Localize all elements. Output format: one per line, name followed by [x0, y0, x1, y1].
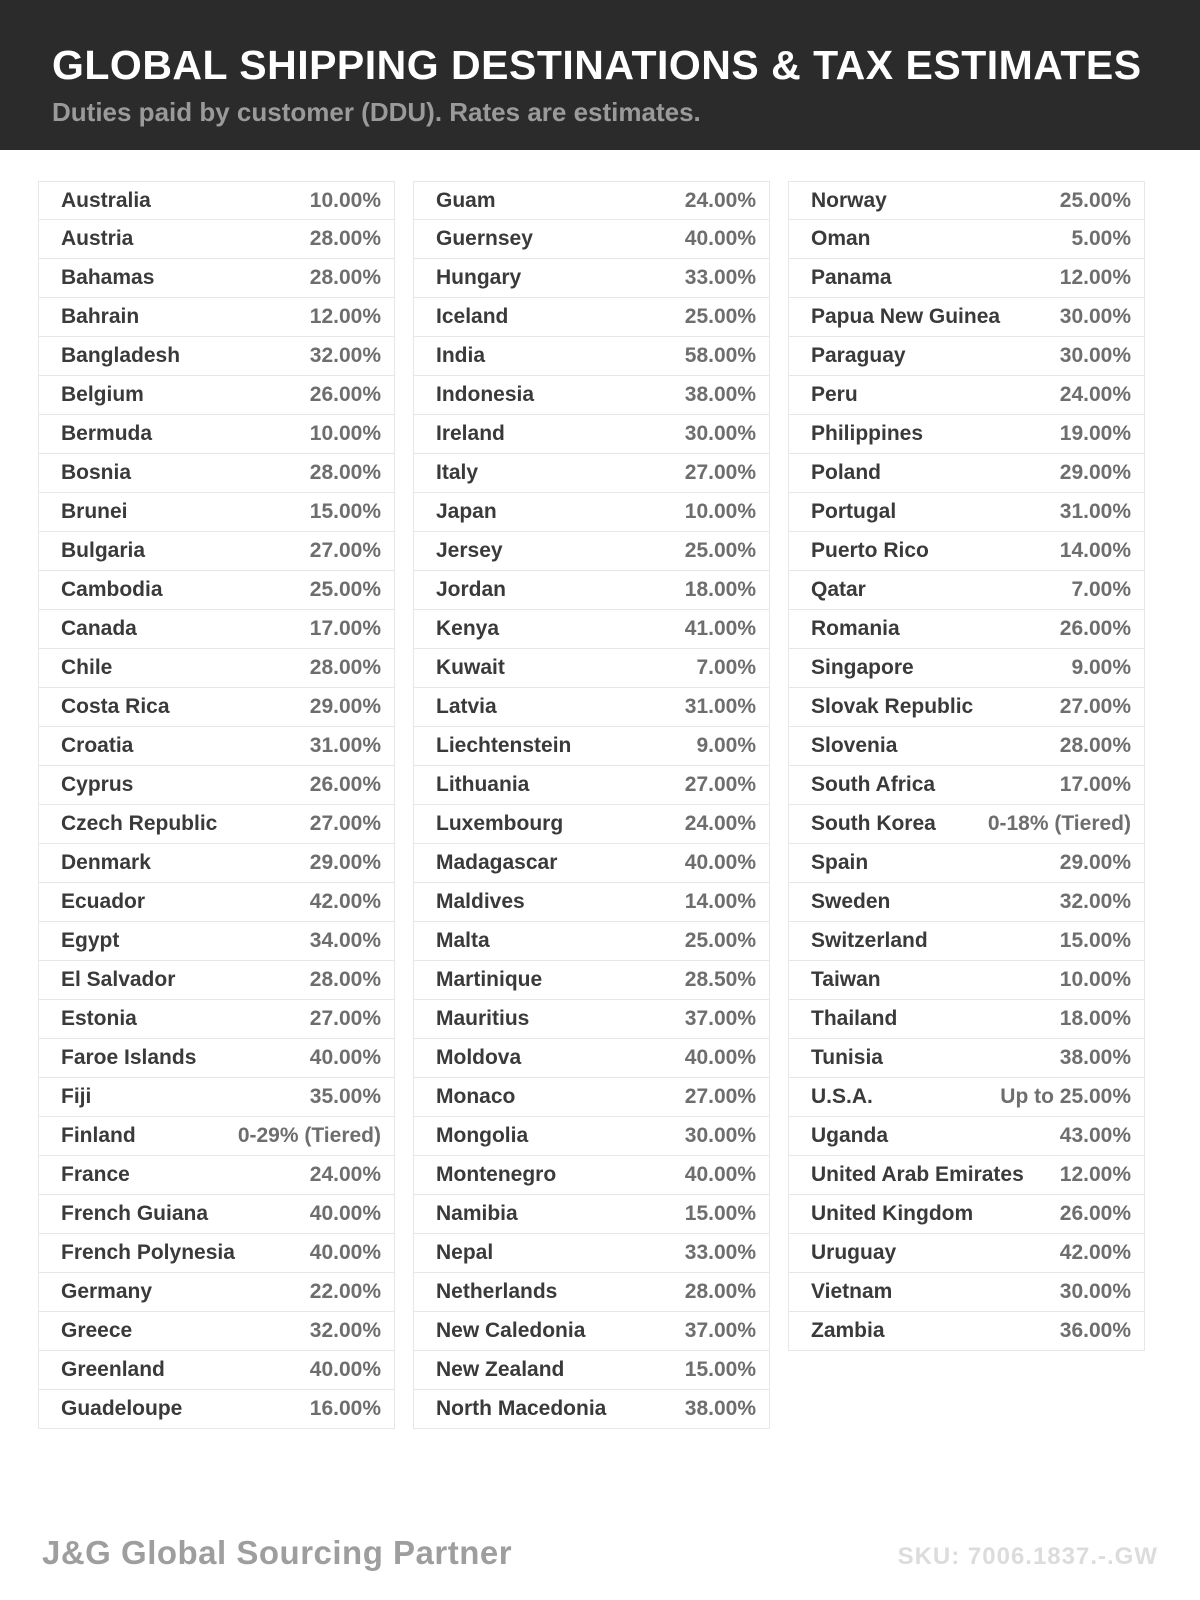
table-row	[38, 493, 395, 532]
table-row	[38, 805, 395, 844]
table-row	[413, 688, 770, 727]
country-name: Australia	[61, 188, 151, 212]
country-name: Spain	[811, 851, 869, 874]
country-name: New Caledonia	[436, 1319, 586, 1342]
tax-rate: 58.00%	[684, 344, 756, 367]
table-row	[413, 220, 770, 259]
table-row	[788, 1117, 1145, 1156]
country-name: Croatia	[61, 734, 134, 757]
table-row	[38, 961, 395, 1000]
table-row	[788, 883, 1145, 922]
brand-name: J&G Global Sourcing Partner	[42, 1534, 513, 1571]
country-name: Norway	[811, 188, 887, 212]
country-name: South Korea	[811, 812, 936, 835]
table-row	[788, 961, 1145, 1000]
tax-rate: Up to 25.00%	[1000, 1085, 1131, 1108]
table-row	[788, 337, 1145, 376]
country-name: South Africa	[811, 773, 936, 796]
tax-rate: 40.00%	[684, 851, 756, 874]
country-name: Belgium	[61, 383, 144, 406]
table-row	[413, 415, 770, 454]
sku-label: SKU: 7006.1837.-.GW	[897, 1543, 1158, 1570]
tax-rate: 15.00%	[309, 500, 381, 523]
tax-rate: 28.00%	[309, 266, 381, 289]
table-row	[38, 1156, 395, 1195]
country-name: India	[436, 344, 486, 367]
tax-rate: 28.00%	[309, 656, 381, 679]
country-name: Ireland	[436, 422, 505, 445]
country-name: Moldova	[436, 1046, 522, 1069]
table-row	[38, 571, 395, 610]
country-name: Paraguay	[811, 344, 906, 367]
table-row	[38, 532, 395, 571]
tax-rate: 18.00%	[1059, 1007, 1131, 1030]
tax-rate: 37.00%	[684, 1007, 756, 1030]
country-name: Madagascar	[436, 851, 558, 874]
tax-rate: 31.00%	[684, 695, 756, 718]
table-row	[38, 1312, 395, 1351]
table-row	[413, 1351, 770, 1390]
table-row	[413, 259, 770, 298]
table-row	[788, 1000, 1145, 1039]
tax-rate: 17.00%	[309, 617, 381, 640]
tax-rate: 25.00%	[684, 539, 756, 562]
tax-rate: 10.00%	[309, 188, 381, 212]
table-row	[38, 1273, 395, 1312]
tax-rate: 28.00%	[309, 461, 381, 484]
tax-rate: 9.00%	[696, 734, 756, 757]
country-name: United Kingdom	[811, 1202, 974, 1225]
table-row	[413, 1078, 770, 1117]
table-row	[788, 259, 1145, 298]
tax-rate: 26.00%	[309, 383, 381, 406]
country-name: Papua New Guinea	[811, 305, 1001, 328]
country-name: Iceland	[436, 305, 509, 328]
country-name: Bermuda	[61, 422, 153, 445]
table-row	[788, 688, 1145, 727]
table-row	[38, 415, 395, 454]
country-name: United Arab Emirates	[811, 1163, 1024, 1186]
table-row	[788, 1078, 1145, 1117]
tax-rate: 29.00%	[1059, 851, 1131, 874]
tax-rate: 27.00%	[309, 1007, 381, 1030]
table-row	[38, 1351, 395, 1390]
table-row	[413, 181, 770, 220]
table-row	[788, 922, 1145, 961]
table-row	[38, 1039, 395, 1078]
table-row	[413, 1156, 770, 1195]
table-row	[38, 766, 395, 805]
table-row	[38, 727, 395, 766]
country-name: El Salvador	[61, 968, 176, 991]
country-name: Latvia	[436, 695, 497, 718]
country-name: Netherlands	[436, 1280, 558, 1303]
country-name: Cyprus	[61, 773, 134, 796]
country-name: Guernsey	[436, 227, 533, 250]
country-name: French Guiana	[61, 1202, 209, 1225]
table-row	[413, 922, 770, 961]
country-name: Taiwan	[811, 968, 881, 991]
country-name: Bosnia	[61, 461, 132, 484]
tax-rate: 40.00%	[684, 1046, 756, 1069]
country-name: Jersey	[436, 539, 503, 562]
country-name: Greenland	[61, 1358, 165, 1381]
country-name: Mongolia	[436, 1124, 529, 1147]
page-footer	[0, 1534, 1200, 1572]
country-name: New Zealand	[436, 1358, 565, 1381]
country-name: Martinique	[436, 968, 543, 991]
table-row	[413, 883, 770, 922]
tax-rate: 25.00%	[684, 929, 756, 952]
country-name: Germany	[61, 1280, 153, 1303]
tax-rate: 26.00%	[1059, 617, 1131, 640]
tax-rate: 10.00%	[684, 500, 756, 523]
country-name: Peru	[811, 383, 858, 406]
table-row	[38, 1000, 395, 1039]
table-row	[413, 454, 770, 493]
rates-column-2	[413, 181, 770, 1429]
country-name: Zambia	[811, 1319, 885, 1342]
tax-rate: 14.00%	[684, 890, 756, 913]
country-name: Austria	[61, 227, 134, 250]
tax-rate: 27.00%	[684, 773, 756, 796]
country-name: Puerto Rico	[811, 539, 929, 562]
tax-rate: 14.00%	[1059, 539, 1131, 562]
country-name: Switzerland	[811, 929, 928, 952]
table-row	[788, 649, 1145, 688]
country-name: Bahamas	[61, 266, 155, 289]
table-row	[413, 961, 770, 1000]
table-row	[788, 532, 1145, 571]
tax-rate: 15.00%	[1059, 929, 1131, 952]
tax-rate: 12.00%	[1059, 1163, 1131, 1186]
tax-rate: 30.00%	[684, 1124, 756, 1147]
tax-rate: 28.00%	[309, 227, 381, 250]
table-row	[413, 1117, 770, 1156]
tax-rate: 27.00%	[684, 1085, 756, 1108]
tax-rate: 25.00%	[684, 305, 756, 328]
country-name: Vietnam	[811, 1280, 893, 1303]
table-row	[413, 1039, 770, 1078]
tax-rate: 29.00%	[309, 851, 381, 874]
table-row	[413, 1000, 770, 1039]
table-row	[38, 376, 395, 415]
tax-rate: 26.00%	[1059, 1202, 1131, 1225]
tax-rate: 40.00%	[309, 1046, 381, 1069]
table-row	[788, 493, 1145, 532]
table-row	[413, 493, 770, 532]
country-name: Faroe Islands	[61, 1046, 197, 1069]
country-name: Liechtenstein	[436, 734, 572, 757]
table-row	[788, 220, 1145, 259]
tax-rate: 28.00%	[1059, 734, 1131, 757]
table-row	[413, 571, 770, 610]
tax-rate: 27.00%	[684, 461, 756, 484]
tax-rate: 30.00%	[1059, 305, 1131, 328]
table-row	[413, 649, 770, 688]
tax-rate: 30.00%	[1059, 344, 1131, 367]
tax-rate: 32.00%	[1059, 890, 1131, 913]
country-name: Italy	[436, 461, 479, 484]
table-row	[413, 610, 770, 649]
table-row	[788, 610, 1145, 649]
country-name: Bahrain	[61, 305, 140, 328]
table-row	[38, 454, 395, 493]
country-name: Malta	[436, 929, 490, 952]
table-row	[788, 298, 1145, 337]
tax-rate: 33.00%	[684, 266, 756, 289]
tax-rate: 38.00%	[1059, 1046, 1131, 1069]
country-name: Kuwait	[436, 656, 505, 679]
rates-column-1	[38, 181, 395, 1429]
country-name: Kenya	[436, 617, 500, 640]
tax-rate: 41.00%	[684, 617, 756, 640]
country-name: Estonia	[61, 1007, 137, 1030]
country-name: Cambodia	[61, 578, 163, 601]
country-name: Panama	[811, 266, 892, 289]
country-name: Luxembourg	[436, 812, 564, 835]
table-row	[413, 1234, 770, 1273]
country-name: Romania	[811, 617, 900, 640]
tax-rate: 32.00%	[309, 1319, 381, 1342]
tax-rate: 29.00%	[309, 695, 381, 718]
country-name: North Macedonia	[436, 1397, 607, 1420]
page-header	[0, 0, 1200, 150]
country-name: Montenegro	[436, 1163, 557, 1186]
tax-rate: 28.00%	[309, 968, 381, 991]
tax-rate: 31.00%	[309, 734, 381, 757]
tax-rate: 31.00%	[1059, 500, 1131, 523]
tax-rate: 40.00%	[309, 1241, 381, 1264]
table-row	[788, 415, 1145, 454]
tax-rate: 29.00%	[1059, 461, 1131, 484]
tax-rate: 30.00%	[1059, 1280, 1131, 1303]
tax-rate: 26.00%	[309, 773, 381, 796]
tax-rate: 40.00%	[309, 1358, 381, 1381]
table-row	[788, 1156, 1145, 1195]
country-name: Canada	[61, 617, 137, 640]
rates-column-3	[788, 181, 1145, 1351]
country-name: Mauritius	[436, 1007, 530, 1030]
country-name: Monaco	[436, 1085, 516, 1108]
table-row	[413, 376, 770, 415]
country-name: Bulgaria	[61, 539, 146, 562]
table-row	[38, 844, 395, 883]
country-name: Jordan	[436, 578, 507, 601]
table-row	[788, 1195, 1145, 1234]
tax-rate: 28.00%	[684, 1280, 756, 1303]
table-row	[38, 883, 395, 922]
table-row	[413, 298, 770, 337]
tax-rate: 10.00%	[309, 422, 381, 445]
country-name: Fiji	[61, 1085, 92, 1108]
country-name: Thailand	[811, 1007, 898, 1030]
tax-rate: 43.00%	[1059, 1124, 1131, 1147]
table-row	[413, 805, 770, 844]
country-name: Philippines	[811, 422, 924, 445]
country-name: Namibia	[436, 1202, 518, 1225]
tax-rate: 0-18% (Tiered)	[987, 812, 1131, 835]
table-row	[38, 259, 395, 298]
tax-rate: 40.00%	[309, 1202, 381, 1225]
country-name: Czech Republic	[61, 812, 218, 835]
table-row	[413, 727, 770, 766]
country-name: France	[61, 1163, 130, 1186]
tax-rate: 38.00%	[684, 1397, 756, 1420]
tax-rate: 28.50%	[684, 968, 756, 991]
tax-rate: 40.00%	[684, 227, 756, 250]
tax-rate: 12.00%	[309, 305, 381, 328]
country-name: Nepal	[436, 1241, 494, 1264]
table-row	[788, 571, 1145, 610]
table-row	[413, 337, 770, 376]
tax-rate: 27.00%	[309, 539, 381, 562]
tax-rate: 10.00%	[1059, 968, 1131, 991]
country-name: Costa Rica	[61, 695, 170, 718]
country-name: Sweden	[811, 890, 891, 913]
tax-rate: 17.00%	[1059, 773, 1131, 796]
tax-rate: 22.00%	[309, 1280, 381, 1303]
tax-rate: 0-29% (Tiered)	[237, 1124, 381, 1147]
country-name: Uganda	[811, 1124, 889, 1147]
country-name: Japan	[436, 500, 497, 523]
table-row	[38, 1234, 395, 1273]
table-row	[788, 454, 1145, 493]
country-name: Tunisia	[811, 1046, 883, 1069]
table-row	[413, 1195, 770, 1234]
table-row	[413, 844, 770, 883]
country-name: Maldives	[436, 890, 525, 913]
country-name: U.S.A.	[811, 1085, 873, 1108]
country-name: Guam	[436, 188, 496, 212]
country-name: Bangladesh	[61, 344, 181, 367]
country-name: French Polynesia	[61, 1241, 235, 1264]
table-row	[38, 649, 395, 688]
tax-rate: 32.00%	[309, 344, 381, 367]
table-row	[38, 1390, 395, 1429]
table-row	[38, 298, 395, 337]
tax-rate: 15.00%	[684, 1358, 756, 1381]
tax-rate: 37.00%	[684, 1319, 756, 1342]
country-name: Slovenia	[811, 734, 898, 757]
tax-rate: 42.00%	[1059, 1241, 1131, 1264]
table-row	[38, 337, 395, 376]
table-row	[413, 1390, 770, 1429]
country-name: Hungary	[436, 266, 522, 289]
tax-rate: 7.00%	[1071, 578, 1131, 601]
table-row	[788, 844, 1145, 883]
country-name: Poland	[811, 461, 882, 484]
country-name: Denmark	[61, 851, 151, 874]
table-row	[38, 1078, 395, 1117]
country-name: Lithuania	[436, 773, 530, 796]
tax-rate: 24.00%	[684, 188, 756, 212]
country-name: Greece	[61, 1319, 133, 1342]
tax-rate: 19.00%	[1059, 422, 1131, 445]
rates-table	[38, 181, 1155, 1429]
tax-rate: 5.00%	[1071, 227, 1131, 250]
tax-rate: 42.00%	[309, 890, 381, 913]
country-name: Slovak Republic	[811, 695, 974, 718]
country-name: Qatar	[811, 578, 866, 601]
table-row	[788, 181, 1145, 220]
tax-rate: 35.00%	[309, 1085, 381, 1108]
table-row	[788, 766, 1145, 805]
table-row	[38, 688, 395, 727]
country-name: Egypt	[61, 929, 120, 952]
table-row	[788, 727, 1145, 766]
table-row	[413, 1273, 770, 1312]
tax-rate: 25.00%	[1059, 188, 1131, 212]
table-row	[413, 532, 770, 571]
country-name: Indonesia	[436, 383, 535, 406]
table-row	[413, 766, 770, 805]
tax-rate: 25.00%	[309, 578, 381, 601]
tax-rate: 40.00%	[684, 1163, 756, 1186]
tax-rate: 18.00%	[684, 578, 756, 601]
table-row	[38, 1117, 395, 1156]
tax-rate: 38.00%	[684, 383, 756, 406]
country-name: Oman	[811, 227, 871, 250]
table-row	[38, 610, 395, 649]
tax-rate: 24.00%	[1059, 383, 1131, 406]
country-name: Singapore	[811, 656, 914, 679]
table-row	[38, 922, 395, 961]
tax-rate: 27.00%	[309, 812, 381, 835]
country-name: Guadeloupe	[61, 1397, 183, 1420]
country-name: Chile	[61, 656, 113, 679]
table-row	[38, 220, 395, 259]
table-row	[788, 1312, 1145, 1351]
country-name: Brunei	[61, 500, 128, 523]
tax-rate: 7.00%	[696, 656, 756, 679]
country-name: Finland	[61, 1124, 136, 1147]
table-row	[38, 1195, 395, 1234]
tax-rate: 15.00%	[684, 1202, 756, 1225]
tax-rate: 27.00%	[1059, 695, 1131, 718]
tax-rate: 24.00%	[309, 1163, 381, 1186]
table-row	[413, 1312, 770, 1351]
table-row	[38, 181, 395, 220]
table-row	[788, 805, 1145, 844]
tax-rate: 12.00%	[1059, 266, 1131, 289]
tax-rate: 33.00%	[684, 1241, 756, 1264]
page-subtitle: Duties paid by customer (DDU). Rates are estimates.	[52, 97, 701, 127]
tax-rate: 24.00%	[684, 812, 756, 835]
country-name: Ecuador	[61, 890, 146, 913]
table-row	[788, 1039, 1145, 1078]
tax-rate: 36.00%	[1059, 1319, 1131, 1342]
tax-rate: 9.00%	[1071, 656, 1131, 679]
country-name: Uruguay	[811, 1241, 897, 1264]
table-row	[788, 376, 1145, 415]
table-row	[788, 1273, 1145, 1312]
tax-rate: 30.00%	[684, 422, 756, 445]
tax-rate: 16.00%	[309, 1397, 381, 1420]
page-title: GLOBAL SHIPPING DESTINATIONS & TAX ESTIMATES	[52, 42, 1142, 88]
tax-rate: 34.00%	[309, 929, 381, 952]
table-row	[788, 1234, 1145, 1273]
country-name: Portugal	[811, 500, 897, 523]
